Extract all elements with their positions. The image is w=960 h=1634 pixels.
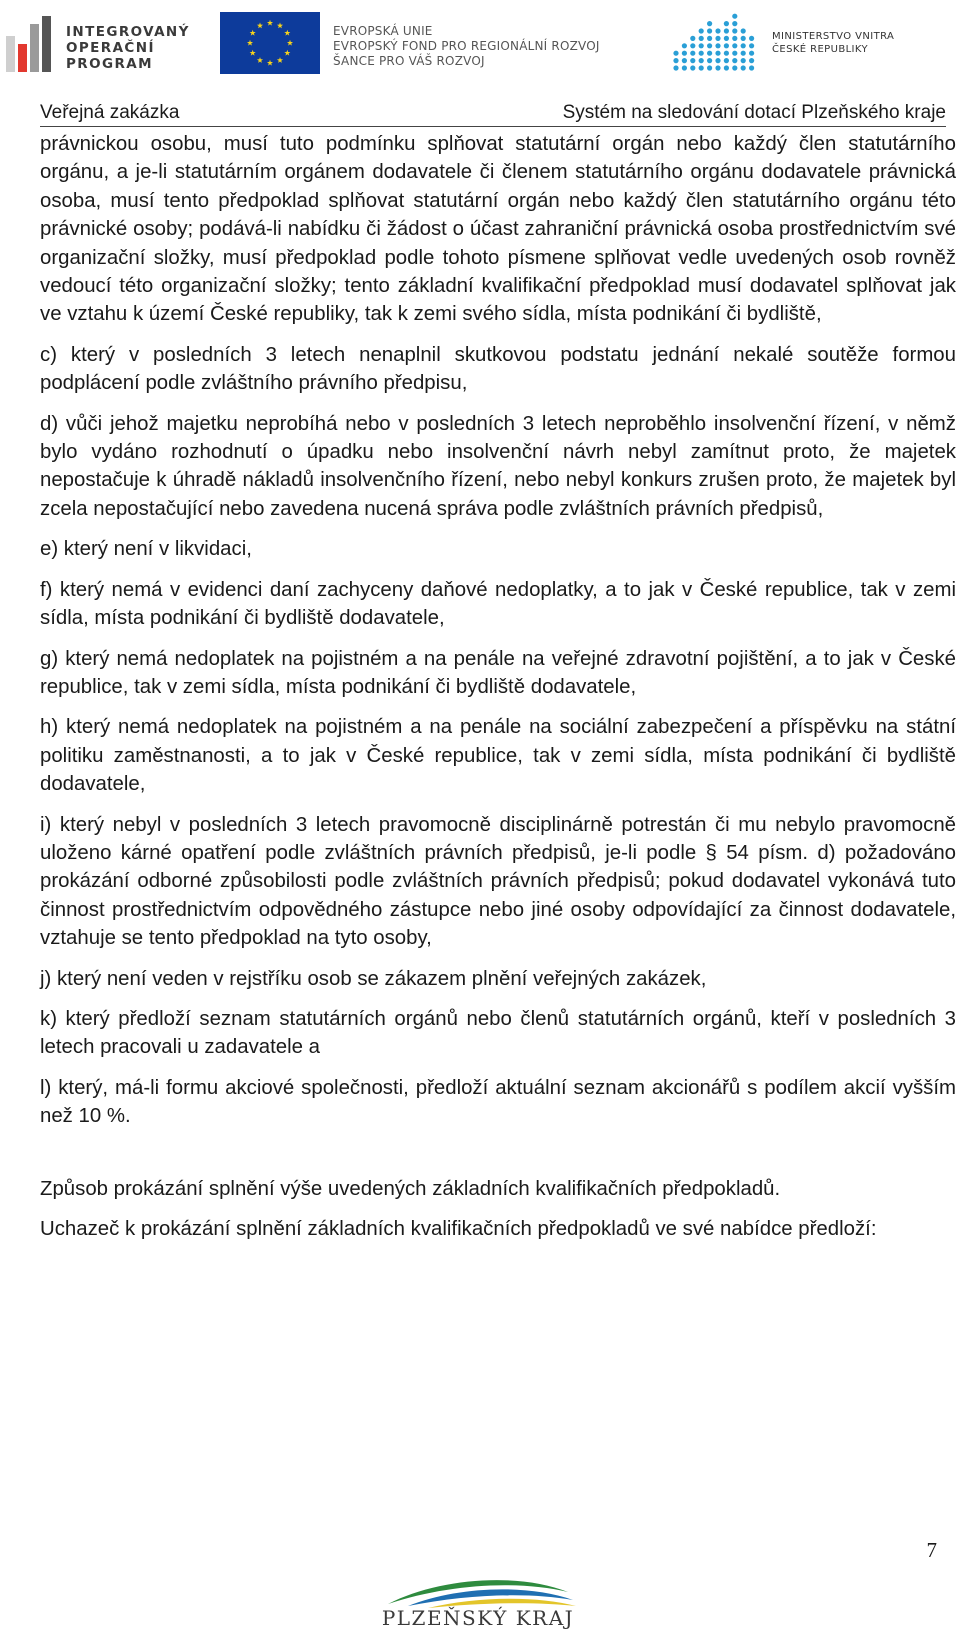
mv-dot	[682, 65, 687, 70]
document-body	[40, 130, 956, 1255]
item-h: h) který nemá nedoplatek na pojistném a na penále na sociální zabezpečení a příspěvku na státní politiku zaměstnanosti, a to jak v České republice, tak v zemi sídla, místa podnikání či bydliště dodavatele,	[40, 716, 956, 796]
plzensky-kraj-logo	[368, 1570, 588, 1632]
mv-dot	[707, 51, 712, 56]
mv-dot	[715, 36, 720, 41]
mv-dot	[724, 65, 729, 70]
mv-dot	[673, 58, 678, 63]
mv-dot	[690, 58, 695, 63]
mv-dot	[724, 58, 729, 63]
mv-dot	[699, 28, 704, 33]
mv-dot	[732, 28, 737, 33]
mv-dot	[707, 21, 712, 26]
mv-dot	[715, 43, 720, 48]
mv-dot	[724, 43, 729, 48]
mv-line-2: ČESKÉ REPUBLIKY	[772, 44, 869, 55]
item-g: g) který nemá nedoplatek na pojistném a na penále na veřejné zdravotní pojištění, a to jak v České republice, tak v zemi sídla, místa podnikání či bydliště dodavatele,	[40, 647, 956, 698]
mv-dot	[682, 51, 687, 56]
eu-line-1: EVROPSKÁ UNIE	[333, 24, 433, 38]
iop-line-3: PROGRAM	[66, 56, 153, 72]
mv-dot	[724, 21, 729, 26]
mv-dot	[699, 51, 704, 56]
item-d: d) vůči jehož majetku neprobíhá nebo v posledních 3 letech neproběhlo insolvenční řízení, v němž bylo vydáno rozhodnutí o úpadku nebo insolvenční návrh nebyl zamítnut proto, že majetek nepostačuje k úhradě nákladů insolvenčního řízení, nebo nebyl konkurs zrušen proto, že majetek byl zcela nepostačující nebo zavedena nucená správa podle zvláštních právních předpisů,	[40, 412, 956, 520]
mv-dot	[741, 58, 746, 63]
mv-dot	[749, 51, 754, 56]
mv-dot	[690, 43, 695, 48]
paragraph-intro: Uchazeč k prokázání splnění základních kvalifikačních předpokladů ve své nabídce předloží:	[40, 1218, 877, 1240]
mv-dot	[749, 43, 754, 48]
mv-dot	[741, 28, 746, 33]
mv-dot	[707, 43, 712, 48]
mv-dot	[749, 65, 754, 70]
iop-logo-text	[66, 24, 190, 72]
mv-dot	[699, 36, 704, 41]
mv-dot	[707, 28, 712, 33]
eu-flag-icon	[220, 12, 320, 74]
mv-dot	[732, 65, 737, 70]
mv-logo-text	[772, 30, 894, 56]
item-k: k) který předloží seznam statutárních orgánů nebo členů statutárních orgánů, kteří v posledních 3 letech pracovali u zadavatele a	[40, 1007, 956, 1059]
iop-line-2: OPERAČNÍ	[66, 40, 155, 56]
page-number: 7	[926, 1538, 937, 1562]
iop-bars-icon	[6, 14, 62, 72]
item-j: j) který není veden v rejstříku osob se zákazem plnění veřejných zakázek,	[40, 967, 707, 990]
mv-dot	[690, 36, 695, 41]
header-logos	[0, 0, 960, 86]
eu-line-2: EVROPSKÝ FOND PRO REGIONÁLNÍ ROZVOJ	[333, 39, 600, 53]
mv-dot	[682, 43, 687, 48]
mv-dot	[732, 36, 737, 41]
mv-dot	[732, 51, 737, 56]
mv-dot	[715, 28, 720, 33]
paragraph-continuation: právnickou osobu, musí tuto podmínku splňovat statutární orgán nebo každý člen statutárního orgánu, a je-li statutárním orgánem dodavatele či členem statutárního orgánu dodavatele právnická osoba, musí tento předpoklad splňovat statutární orgán nebo každý člen statutárního orgánu této právnické osoby; podává-li nabídku či žádost o účast zahraniční právnická osoba prostřednictvím své organizační složky, musí předpoklad podle tohoto písmene splňovat vedle uvedených osob rovněž vedoucí této organizační složky; tento základní kvalifikační předpoklad musí dodavatel splňovat jak ve vztahu k území České republiky, tak k zemi svého sídla, místa podnikání či bydliště,	[40, 133, 956, 326]
mv-dot	[741, 51, 746, 56]
mv-dot	[724, 28, 729, 33]
mv-dot	[673, 51, 678, 56]
mv-dots-icon	[672, 12, 756, 72]
mv-dot	[715, 65, 720, 70]
kraj-logo-text: PLZEŇSKÝ KRAJ	[381, 1606, 575, 1630]
mv-dot	[715, 51, 720, 56]
header-right: Systém na sledování dotací Plzeňského kraje	[562, 102, 946, 123]
item-c: c) který v posledních 3 letech nenaplnil skutkovou podstatu jednání nekalé soutěže formou podplácení podle zvláštního právního předpisu,	[40, 343, 956, 395]
item-f: f) který nemá v evidenci daní zachyceny daňové nedoplatky, a to jak v České republice, tak v zemi sídla, místa podnikání či bydliště dodavatele,	[40, 578, 956, 630]
mv-dot	[724, 36, 729, 41]
mv-line-1: MINISTERSTVO VNITRA	[772, 31, 895, 42]
mv-dot	[732, 21, 737, 26]
running-header	[40, 100, 946, 127]
swoosh-icon	[368, 1570, 588, 1610]
mv-dot	[707, 65, 712, 70]
eu-logo-text	[333, 24, 600, 69]
iop-logo	[6, 10, 190, 76]
mv-dot	[715, 58, 720, 63]
mv-dot	[673, 65, 678, 70]
mv-dot	[682, 58, 687, 63]
mv-dot	[741, 36, 746, 41]
mv-dot	[741, 65, 746, 70]
mv-dot	[724, 51, 729, 56]
eu-line-3: ŠANCE PRO VÁŠ ROZVOJ	[333, 54, 485, 68]
mv-dot	[690, 65, 695, 70]
mv-dot	[749, 58, 754, 63]
mv-dot	[749, 36, 754, 41]
section-heading: Způsob prokázání splnění výše uvedených základních kvalifikačních předpokladů.	[40, 1177, 781, 1200]
mv-dot	[732, 14, 737, 19]
iop-line-1: INTEGROVANÝ	[66, 24, 190, 40]
mv-dot	[699, 65, 704, 70]
header-left: Veřejná zakázka	[40, 102, 180, 123]
mv-dot	[707, 36, 712, 41]
mv-dot	[699, 43, 704, 48]
mv-dot	[732, 58, 737, 63]
mv-dot	[707, 58, 712, 63]
item-e: e) který není v likvidaci,	[40, 538, 252, 561]
mv-dot	[741, 43, 746, 48]
item-l: l) který, má-li formu akciové společnosti, předloží aktuální seznam akcionářů s podílem akcií vyšším než 10 %.	[40, 1076, 956, 1128]
mv-dot	[690, 51, 695, 56]
mv-dot	[699, 58, 704, 63]
mv-dot	[732, 43, 737, 48]
item-i: i) který nebyl v posledních 3 letech pravomocně disciplinárně potrestán či mu nebylo pravomocně uloženo kárné opatření podle zvláštních právních předpisů, je-li podle § 54 písm. d) požadováno prokázání odborné způsobilosti podle zvláštních právních předpisů; pokud dodavatel vykonává tuto činnost prostřednictvím odpovědného zástupce nebo jiné osoby odpovídající za činnost dodavatele, vztahuje se tento předpoklad na tyto osoby,	[40, 813, 956, 950]
